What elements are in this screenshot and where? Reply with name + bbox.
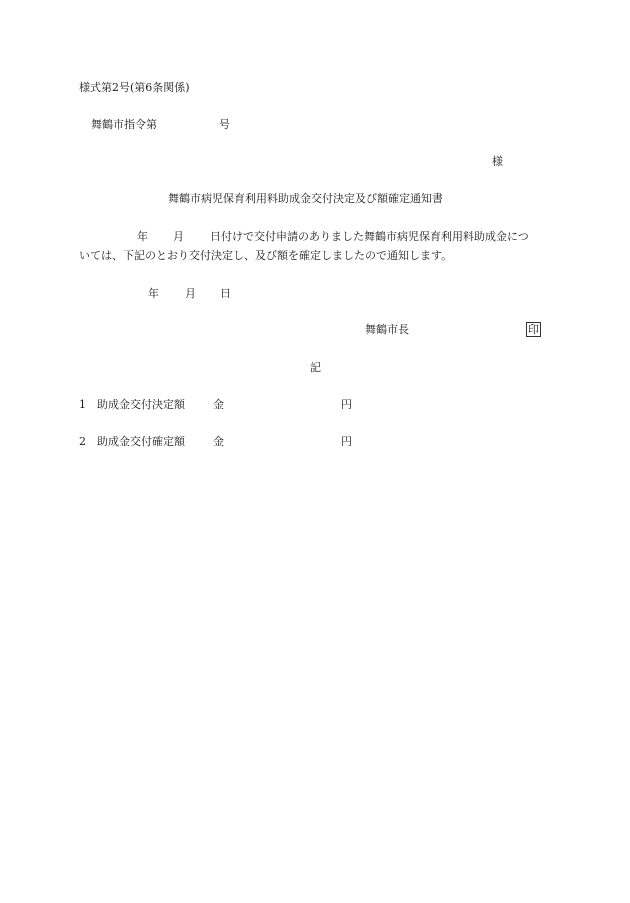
body-line1: 日付けで交付申請のありました舞鶴市病児保育利用料助成金につ <box>210 230 529 243</box>
item-label: 助成金交付決定額 <box>97 398 185 411</box>
body-year: 年 <box>137 230 148 243</box>
item-number: 2 <box>79 435 86 448</box>
document-title: 舞鶴市病児保育利用料助成金交付決定及び額確定通知書 <box>168 192 443 205</box>
issue-date-year: 年 <box>148 287 159 300</box>
item-unit: 円 <box>341 435 352 448</box>
ki-heading: 記 <box>310 361 321 374</box>
seal-label: 印 <box>528 323 539 336</box>
item-currency-prefix: 金 <box>213 435 224 448</box>
document-number-prefix: 舞鶴市指令第 <box>91 118 157 131</box>
seal-mark <box>526 322 541 337</box>
item-label: 助成金交付確定額 <box>97 435 185 448</box>
issue-date-day: 日 <box>220 287 231 300</box>
document-number-suffix: 号 <box>219 118 230 131</box>
item-currency-prefix: 金 <box>213 398 224 411</box>
issuer: 舞鶴市長 <box>365 323 409 336</box>
form-number: 様式第2号(第6条関係) <box>79 81 190 94</box>
issue-date-month: 月 <box>185 287 196 300</box>
item-number: 1 <box>79 398 86 411</box>
item-unit: 円 <box>341 398 352 411</box>
body-line2: いては、下記のとおり交付決定し、及び額を確定しましたので通知します。 <box>79 249 453 262</box>
body-month: 月 <box>173 230 184 243</box>
addressee-honorific: 様 <box>492 155 503 168</box>
